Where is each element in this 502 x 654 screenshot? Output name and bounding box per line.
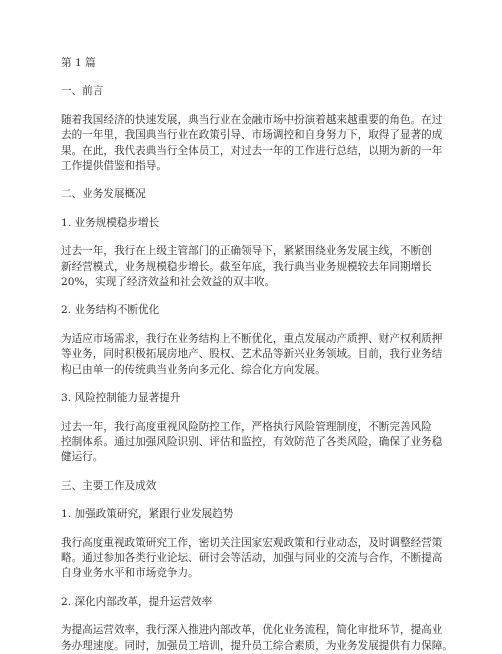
- paragraph: [61, 623, 453, 654]
- paragraph-line: 务办理速度。同时，加强员工培训，提升员工综合素质，为业务发展提供有力保障。: [61, 639, 453, 652]
- paragraph-line: 随着我国经济的快速发展，典当行业在金融市场中扮演着越来越重要的角色。在过: [61, 113, 443, 126]
- paragraph-line: 略。通过参加各类行业论坛、研讨会等活动，加强与同业的交流与合作，不断提高: [61, 551, 443, 564]
- paragraph-line: 自身业务水平和市场竞争力。: [61, 567, 199, 580]
- subsection-heading: 3. 风险控制能力显著提升: [61, 392, 181, 405]
- paragraph-line: 果。在此，我代表典当行全体员工，对过去一年的工作进行总结，以期为新的一年: [61, 144, 443, 157]
- section-heading: 二、业务发展概况: [61, 188, 146, 201]
- paragraph-line: 我行高度重视政策研究工作，密切关注国家宏观政策和行业动态，及时调整经营策: [61, 536, 443, 549]
- section-heading: 一、前言: [61, 85, 104, 98]
- paragraph-line: 过去一年，我行在上级主管部门的正确领导下，紧紧围绕业务发展主线，不断创: [61, 245, 432, 258]
- paragraph-line: 去的一年里，我国典当行业在政策引导、市场调控和自身努力下，取得了显著的成: [61, 129, 443, 142]
- paragraph-line: 健运行。: [61, 451, 104, 464]
- document-page: [61, 56, 453, 654]
- paragraph-line: 为提高运营效率，我行深入推进内部改革，优化业务流程，简化审批环节，提高业: [61, 624, 443, 637]
- paragraph: [61, 244, 441, 290]
- subsection-heading: 2. 业务结构不断优化: [61, 304, 160, 317]
- paragraph-line: 控制体系。通过加强风险识别、评估和监控，有效防范了各类风险，确保了业务稳: [61, 435, 443, 448]
- section-heading: 三、主要工作及成效: [61, 479, 157, 492]
- subsection-heading: 1. 加强政策研究，紧跟行业发展趋势: [61, 508, 234, 521]
- paragraph-line: 为适应市场需求，我行在业务结构上不断优化，重点发展动产质押、财产权利质押: [61, 332, 443, 345]
- paragraph-line: 20%，实现了经济效益和社会效益的双丰收。: [61, 276, 276, 289]
- paragraph: [61, 332, 441, 378]
- paragraph-line: 等业务，同时积极拓展房地产、股权、艺术品等新兴业务领域。目前，我行业务结: [61, 348, 443, 361]
- paragraph: [61, 420, 441, 466]
- paragraph: [61, 113, 441, 175]
- paragraph: [61, 536, 441, 582]
- subsection-heading: 1. 业务规模稳步增长: [61, 216, 160, 229]
- paragraph-line: 工作提供借鉴和指导。: [61, 160, 167, 173]
- subsection-heading: 2. 深化内部改革，提升运营效率: [61, 595, 213, 608]
- paragraph-line: 过去一年，我行高度重视风险防控工作，严格执行风险管理制度，不断完善风险: [61, 420, 432, 433]
- paragraph-line: 新经营模式，业务规模稳步增长。截至年底，我行典当业务规模较去年同期增长: [61, 260, 432, 273]
- part-label: 第 1 篇: [61, 57, 96, 69]
- paragraph-line: 构已由单一的传统典当业务向多元化、综合化方向发展。: [61, 363, 326, 376]
